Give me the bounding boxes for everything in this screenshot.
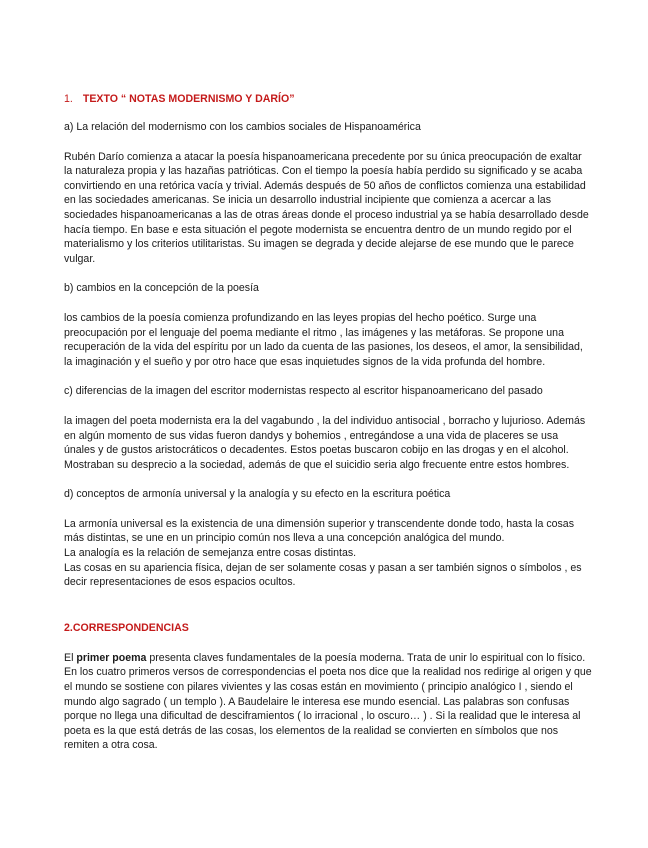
section-2-intro: El [64,651,77,664]
answer-c: la imagen del poeta modernista era la del vagabundo , la del individuo antisocial , borracho y lujurioso. Además en algún momento de sus vidas fueron dandys y bohemios , entregándose a una vida de placeres se usa únales y de gustos aristocráticos o decadentes. Estos poetas buscaron cobijo en las drogas y en el alcohol. Mostraban su desprecio a la sociedad, además de que el suicidio seria algo frecuente entre estos hombres. [64,414,586,471]
answer-a: Rubén Darío comienza a atacar la poesía hispanoamericana precedente por su única preocupación de exaltar la naturaleza propia y las hazañas patrióticas. Con el tiempo la poesía había perdido su significado y se acaba convirtiendo en una retórica vacía y trivial. Además después de 50 años de conflictos comienza una estabilidad en las sociedades americanas. Se inicia un desarrollo industrial incipiente que comienza a acercar a las sociedades hispanoamericanas a las de otras áreas donde el proceso industrial ya se había desarrollado desde hacía tiempo. En base e esta situación el pegote modernista se encuentra dentro de un mundo regido por el materialismo y los criterios utilitaristas. Su imagen se degrada y decide alejarse de ese mundo que le parece vulgar. [64,150,589,265]
section-1-title: TEXTO “ NOTAS MODERNISMO Y DARÍO” [82,93,295,105]
answer-d-line: La armonía universal es la existencia de una dimensión superior y transcendente donde todo, hasta la cosas más distintas, se une en un principio común nos lleva a una concepción analógica del mundo. [64,517,574,545]
section-2-text: presenta claves fundamentales de la poesía moderna. Trata de unir lo espiritual con lo físico. En los cuatro primeros versos de correspondencias el poeta nos dice que la realidad nos redirige al origen y que el mundo se sostiene con pilares vivientes y las cosas están en movimiento ( principio analógico I , siendo el mundo algo sagrado ( un templo ). A Baudelaire le interesa ese mundo esencial. Las palabras son confusas porque no llega una dificultad de desciframientos ( lo irracional , lo oscuro… ) . Si la realidad que le interesa al poeta es la que está detrás de las cosas, los elementos de la realidad se convierten en símbolos que nos remiten a otra cosa. [64,651,592,752]
answer-d [64,517,592,590]
section-2-number: 2. [64,621,73,634]
answer-d-line: Las cosas en su apariencia física, dejan de ser solamente cosas y pasan a ser también signos o símbolos , es decir representaciones de esos espacios ocultos. [64,561,582,589]
section-1-number: 1. [64,93,73,105]
section-2-heading [64,621,592,635]
question-c: c) diferencias de la imagen del escritor modernistas respecto al escritor hispanoamericano del pasado [64,385,543,398]
question-a: a) La relación del modernismo con los cambios sociales de Hispanoamérica [64,121,421,133]
section-1-heading [64,92,592,106]
question-d: d) conceptos de armonía universal y la analogía y su efecto en la escritura poética [64,488,451,501]
answer-d-line: La analogía es la relación de semejanza entre cosas distintas. [64,547,357,560]
answer-b: los cambios de la poesía comienza profundizando en las leyes propias del hecho poético. Surge una preocupación por el lenguaje del poema mediante el ritmo , las imágenes y las metáforas. Se propone una recuperación de la vida del espíritu por un lado da cuenta de las pasiones, los deseos, el amor, la sensibilidad, la imaginación y el sueño y por otro hace que esas inquietudes signos de la vida profunda del hombre. [64,311,583,368]
section-2-bold-term: primer poema [76,651,147,664]
question-b: b) cambios en la concepción de la poesía [64,282,259,295]
section-2-title: CORRESPONDENCIAS [72,621,189,634]
section-2-body [64,651,592,753]
